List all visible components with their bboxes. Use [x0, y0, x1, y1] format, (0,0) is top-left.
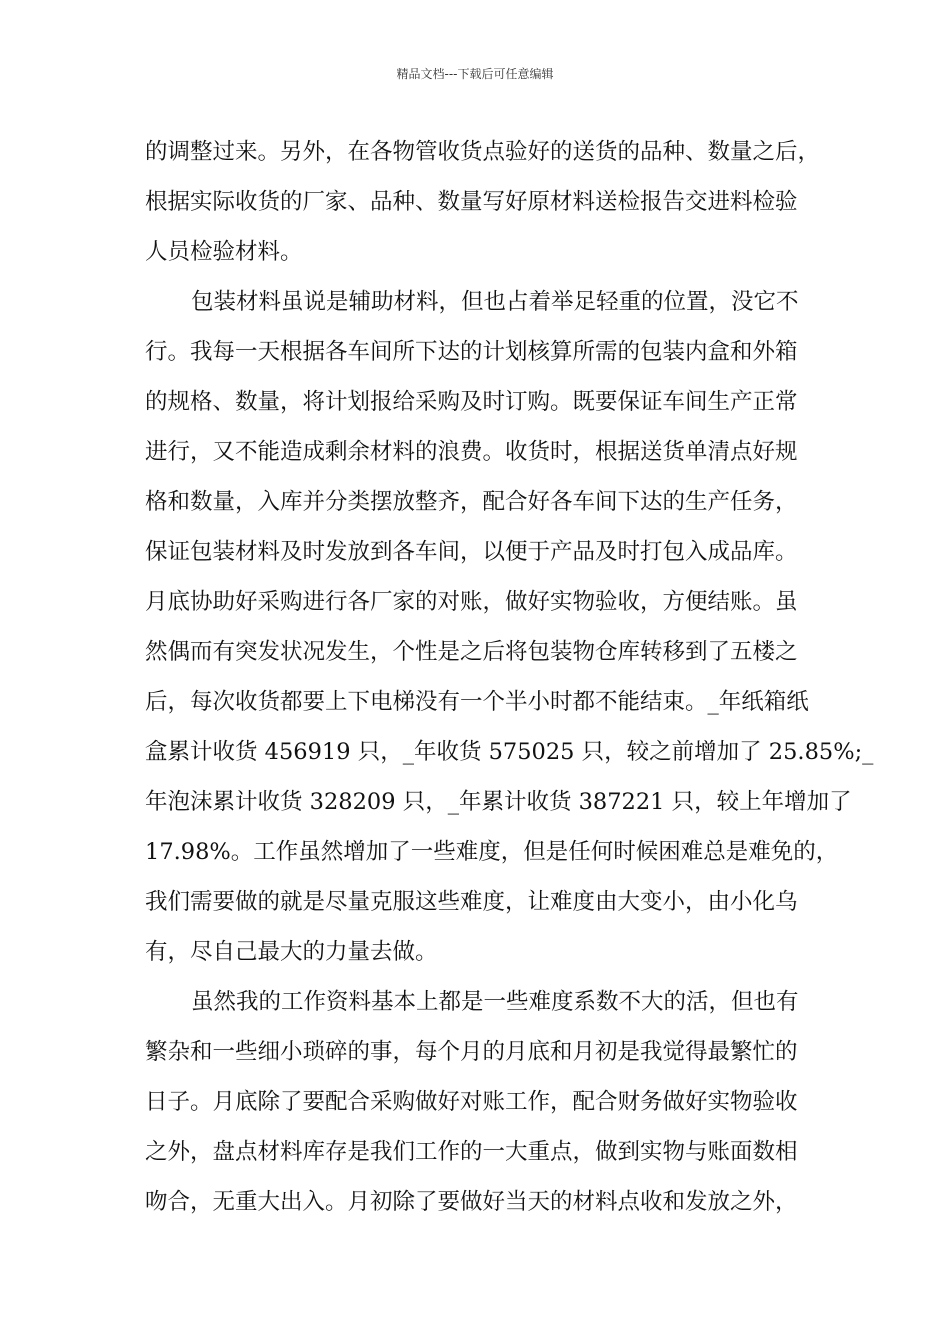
- paragraph-2-line-2: 行。我每一天根据各车间所下达的计划核算所需的包装内盒和外箱: [145, 339, 798, 365]
- paragraph-2-line-14: 有，尽自己最大的力量去做。: [145, 939, 438, 965]
- paragraph-3-line-2: 繁杂和一些细小琐碎的事，每个月的月底和月初是我觉得最繁忙的: [145, 1039, 798, 1065]
- paragraph-2-line-8: 然偶而有突发状况发生，个性是之后将包装物仓库转移到了五楼之: [145, 639, 798, 665]
- paragraph-2-line-5: 格和数量，入库并分类摆放整齐，配合好各车间下达的生产任务，: [145, 489, 798, 515]
- paragraph-2-line-12: 17.98%。工作虽然增加了一些难度，但是任何时候困难总是难免的，: [145, 839, 839, 865]
- paragraph-2-line-7: 月底协助好采购进行各厂家的对账，做好实物验收，方便结账。虽: [145, 589, 798, 615]
- paragraph-2-line-11: 年泡沫累计收货 328209 只，_年累计收货 387221 只，较上年增加了: [145, 789, 852, 815]
- paragraph-2-line-6: 保证包装材料及时发放到各车间，以便于产品及时打包入成品库。: [145, 539, 798, 565]
- paragraph-2-line-3: 的规格、数量，将计划报给采购及时订购。既要保证车间生产正常: [145, 389, 798, 415]
- paragraph-1-line-3: 人员检验材料。: [145, 239, 303, 265]
- paragraph-2-line-1: 包装材料虽说是辅助材料，但也占着举足轻重的位置，没它不: [191, 289, 799, 315]
- paragraph-2-line-10: 盒累计收货 456919 只，_年收货 575025 只，较之前增加了 25.85%;_: [145, 739, 874, 765]
- paragraph-3-line-4: 之外，盘点材料库存是我们工作的一大重点，做到实物与账面数相: [145, 1139, 798, 1165]
- paragraph-2-line-9: 后，每次收货都要上下电梯没有一个半小时都不能结束。_年纸箱纸: [145, 689, 809, 715]
- paragraph-3-line-1: 虽然我的工作资料基本上都是一些难度系数不大的活，但也有: [191, 989, 799, 1015]
- paragraph-2-line-4: 进行，又不能造成剩余材料的浪费。收货时，根据送货单清点好规: [145, 439, 798, 465]
- paragraph-3-line-5: 吻合，无重大出入。月初除了要做好当天的材料点收和发放之外，: [145, 1189, 798, 1215]
- paragraph-1-line-1: 的调整过来。另外，在各物管收货点验好的送货的品种、数量之后，: [145, 139, 821, 165]
- paragraph-3-line-3: 日子。月底除了要配合采购做好对账工作，配合财务做好实物验收: [145, 1089, 798, 1115]
- document-body: [145, 127, 874, 1227]
- paragraph-2-line-13: 我们需要做的就是尽量克服这些难度，让难度由大变小，由小化乌: [145, 889, 798, 915]
- page-header: 精品文档---下载后可任意编辑: [396, 67, 554, 81]
- paragraph-1-line-2: 根据实际收货的厂家、品种、数量写好原材料送检报告交进料检验: [145, 189, 798, 215]
